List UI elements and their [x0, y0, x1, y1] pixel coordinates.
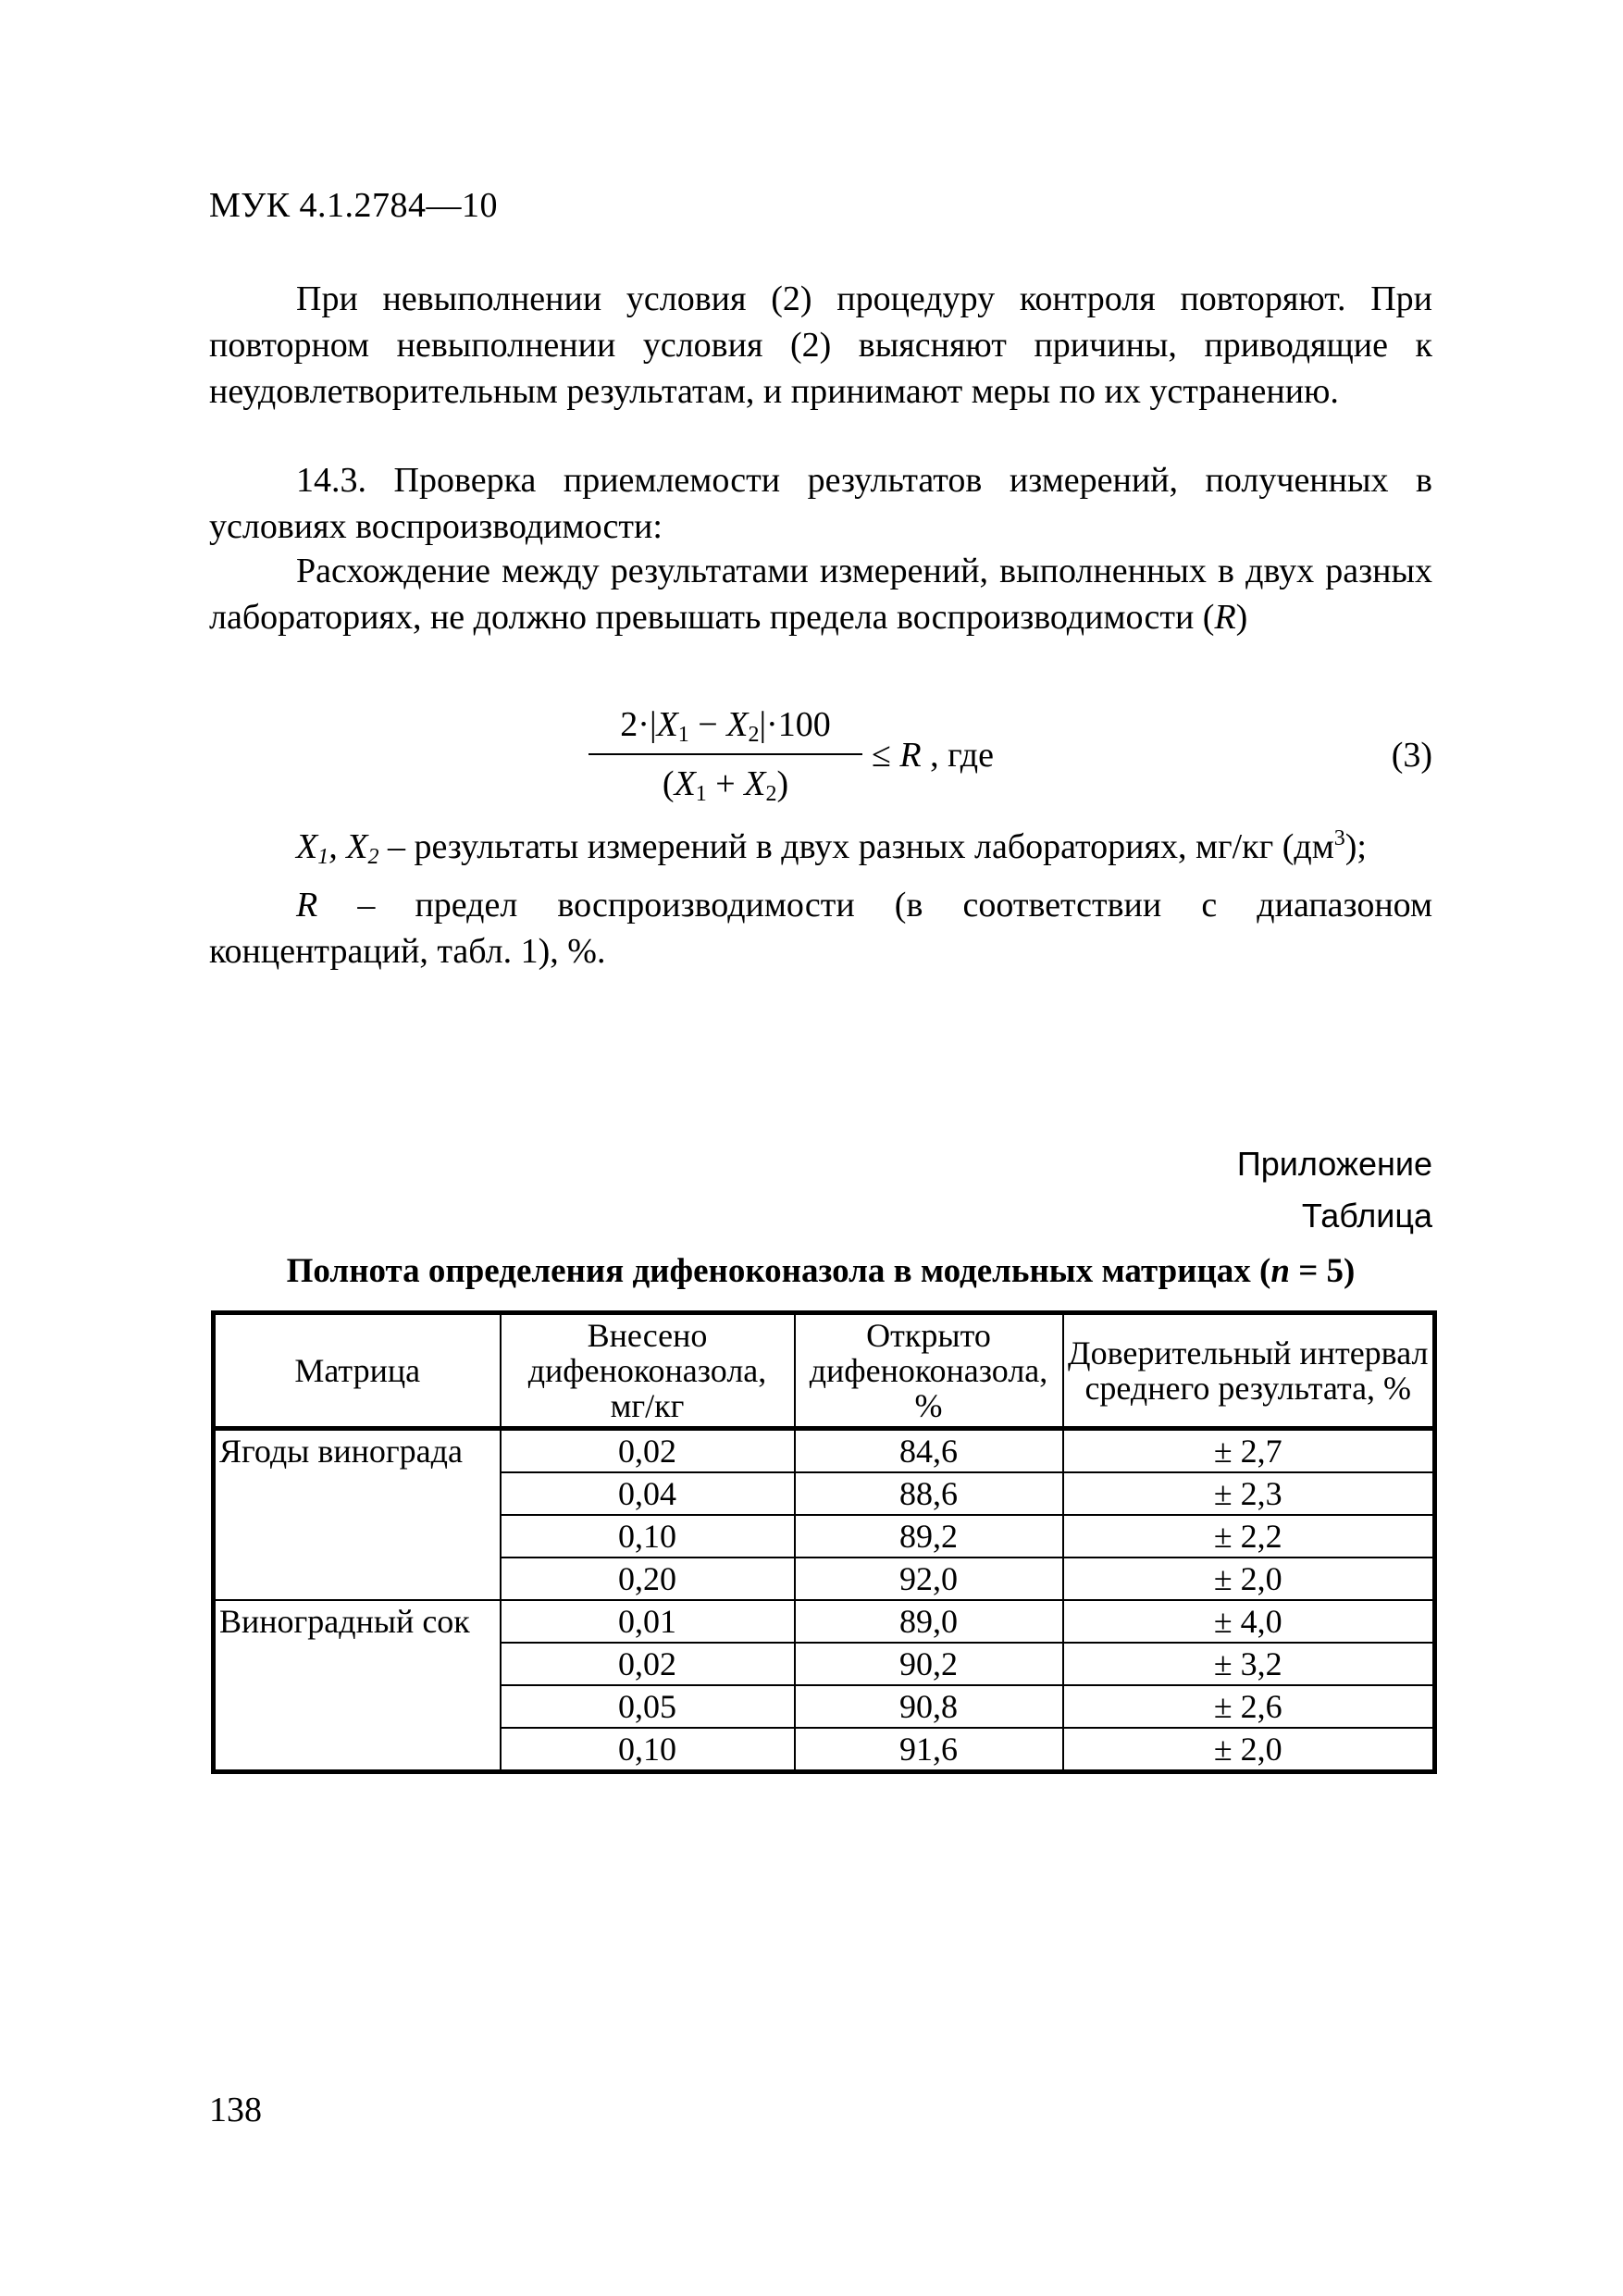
appendix-label: Приложение [1236, 1145, 1432, 1183]
found-cell: 92,0 [795, 1558, 1063, 1600]
found-cell: 84,6 [795, 1429, 1063, 1473]
paragraph-condition-failure [209, 276, 1432, 415]
formula-numerator: $2\cdot|X_1 - X_2|\cdot 100$ [620, 705, 831, 747]
definition-x-text: – результаты измерений в двух разных лабораториях, мг/кг $(дм^3)$; [378, 826, 1367, 866]
definition-r [209, 882, 1432, 974]
formula-denominator: $(X_1 + X_2)$ [662, 764, 789, 806]
matrix-cell: Ягоды винограда [214, 1429, 501, 1601]
added-cell: 0,20 [501, 1558, 795, 1600]
paragraph-text: При невыполнении условия (2) процедуру контроля повторяют. При повторном невыполнении условия (2) выясняют причины, приводящие к неудовлетворительным результатам, и принимают меры по их устранению. [209, 279, 1432, 411]
interval-cell: ± 2,0 [1063, 1728, 1435, 1772]
header-found: Открыто дифеноконазола, % [795, 1313, 1063, 1429]
header-confidence: Доверительный интервал среднего результата, % [1063, 1313, 1435, 1429]
recovery-table [211, 1310, 1437, 1774]
found-cell: 89,0 [795, 1600, 1063, 1643]
formula-definitions [209, 824, 1432, 974]
document-code-header: МУК 4.1.2784—10 [209, 186, 499, 225]
found-cell: 90,8 [795, 1685, 1063, 1728]
definition-x [209, 824, 1432, 880]
interval-cell: ± 2,6 [1063, 1685, 1435, 1728]
found-cell: 90,2 [795, 1643, 1063, 1685]
added-cell: 0,05 [501, 1685, 795, 1728]
found-cell: 89,2 [795, 1515, 1063, 1558]
formula-number: (3) [1391, 736, 1432, 775]
paragraph-section-14-3 [209, 457, 1432, 550]
table-header-row [214, 1313, 1435, 1429]
fraction-bar [588, 753, 862, 755]
table-row [214, 1600, 1435, 1643]
var-x: $X_1$, $X_2$ [296, 827, 379, 869]
found-cell: 88,6 [795, 1472, 1063, 1515]
formula-fraction [588, 700, 862, 809]
table-row [214, 1429, 1435, 1473]
interval-cell: ± 2,7 [1063, 1429, 1435, 1473]
found-cell: 91,6 [795, 1728, 1063, 1772]
paragraph-text: Расхождение между результатами измерений, выполненных в двух разных лабораториях, не должно превышать предела воспроизводимости (R) [209, 552, 1432, 637]
page-number: 138 [209, 2091, 262, 2129]
interval-cell: ± 4,0 [1063, 1600, 1435, 1643]
definition-r-text: – предел воспроизводимости (в соответствии с диапазоном концентраций, табл. 1), %. [209, 886, 1432, 971]
interval-cell: ± 3,2 [1063, 1643, 1435, 1685]
formula-relation: ≤ R , где [872, 736, 994, 775]
paragraph-reproducibility [209, 548, 1432, 640]
matrix-cell: Виноградный сок [214, 1600, 501, 1772]
formula-3 [588, 700, 1432, 811]
added-cell: 0,10 [501, 1728, 795, 1772]
added-cell: 0,02 [501, 1643, 795, 1685]
paragraph-text: 14.3. Проверка приемлемости результатов измерений, полученных в условиях воспроизводимости: [209, 461, 1432, 546]
interval-cell: ± 2,2 [1063, 1515, 1435, 1558]
interval-cell: ± 2,0 [1063, 1558, 1435, 1600]
header-added: Внесено дифеноконазола, мг/кг [501, 1313, 795, 1429]
table-label: Таблица [1301, 1197, 1432, 1235]
added-cell: 0,01 [501, 1600, 795, 1643]
added-cell: 0,02 [501, 1429, 795, 1473]
var-r: R [296, 886, 318, 925]
header-matrix: Матрица [214, 1313, 501, 1429]
added-cell: 0,10 [501, 1515, 795, 1558]
added-cell: 0,04 [501, 1472, 795, 1515]
interval-cell: ± 2,3 [1063, 1472, 1435, 1515]
table-title: Полнота определения дифеноконазола в модельных матрицах (n = 5) [286, 1252, 1356, 1290]
